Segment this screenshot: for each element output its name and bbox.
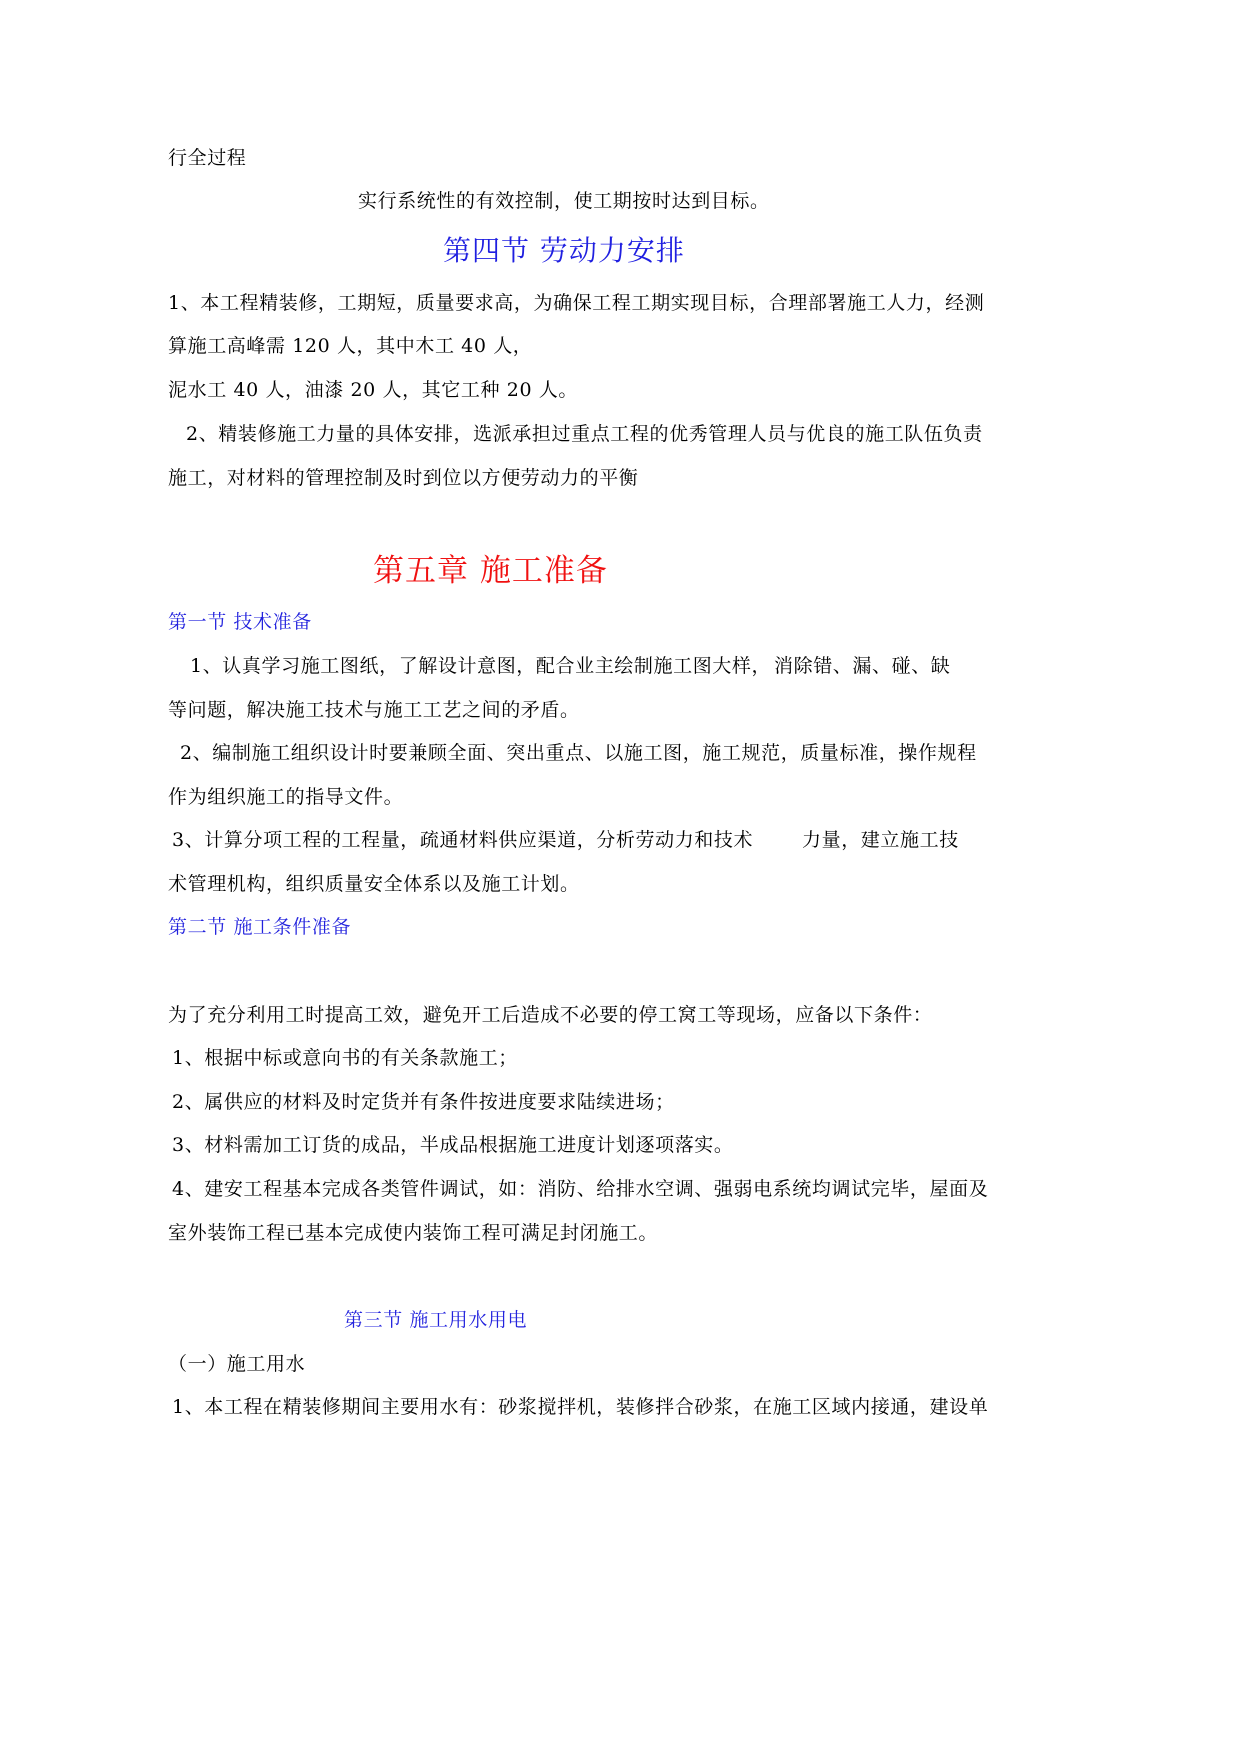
section-5-1-heading: 第一节 技术准备 <box>168 611 312 633</box>
tech-prep-item-1-line-2: 等问题，解决施工技术与施工工艺之间的矛盾。 <box>168 699 580 721</box>
conditions-item-4-line-2: 室外装饰工程已基本完成使内装饰工程可满足封闭施工。 <box>168 1222 659 1244</box>
intro-text-line: 实行系统性的有效控制，使工期按时达到目标。 <box>358 190 770 212</box>
tech-prep-item-1-line-1b: 消除错、漏、碰、缺 <box>774 655 951 677</box>
water-subsection-heading: （一）施工用水 <box>168 1353 306 1375</box>
section-4-heading: 第四节 劳动力安排 <box>443 234 685 267</box>
tech-prep-item-1-line-1a: 1、认真学习施工图纸，了解设计意图，配合业主绘制施工图大样， <box>190 655 772 677</box>
section-5-3-heading: 第三节 施工用水用电 <box>344 1309 528 1331</box>
section-4-paragraph-1-line-3: 泥水工 40 人，油漆 20 人，其它工种 20 人。 <box>168 379 578 401</box>
tech-prep-item-2-line-1: 2、编制施工组织设计时要兼顾全面、突出重点、以施工图，施工规范，质量标准，操作规程 <box>180 742 977 764</box>
section-5-2-heading: 第二节 施工条件准备 <box>168 916 352 938</box>
section-4-paragraph-1-line-2: 算施工高峰需 120 人，其中木工 40 人， <box>168 335 533 357</box>
chapter-5-heading: 第五章 施工准备 <box>373 553 608 589</box>
conditions-item-4-line-1: 4、建安工程基本完成各类管件调试，如：消防、给排水空调、强弱电系统均调试完毕，屋面及 <box>172 1178 989 1200</box>
section-4-paragraph-2-line-2: 施工，对材料的管理控制及时到位以方便劳动力的平衡 <box>168 467 639 489</box>
tech-prep-item-3-line-2: 术管理机构，组织质量安全体系以及施工计划。 <box>168 873 580 895</box>
tech-prep-item-3-line-1a: 3、计算分项工程的工程量，疏通材料供应渠道，分析劳动力和技术 <box>172 829 754 851</box>
conditions-item-1: 1、根据中标或意向书的有关条款施工； <box>172 1047 518 1069</box>
tech-prep-item-2-line-2: 作为组织施工的指导文件。 <box>168 786 404 808</box>
section-4-paragraph-2-line-1: 2、精装修施工力量的具体安排，选派承担过重点工程的优秀管理人员与优良的施工队伍负责 <box>186 423 983 445</box>
continued-text-line: 行全过程 <box>168 147 247 169</box>
conditions-item-3: 3、材料需加工订货的成品，半成品根据施工进度计划逐项落实。 <box>172 1134 734 1156</box>
section-4-paragraph-1-line-1: 1、本工程精装修，工期短，质量要求高，为确保工程工期实现目标，合理部署施工人力，经测 <box>168 292 985 314</box>
conditions-intro: 为了充分利用工时提高工效，避免开工后造成不必要的停工窝工等现场，应备以下条件： <box>168 1004 933 1026</box>
water-item-1-line-1: 1、本工程在精装修期间主要用水有：砂浆搅拌机，装修拌合砂浆，在施工区域内接通，建设单 <box>172 1396 989 1418</box>
conditions-item-2: 2、属供应的材料及时定货并有条件按进度要求陆续进场； <box>172 1091 675 1113</box>
tech-prep-item-3-line-1b: 力量，建立施工技 <box>802 829 959 851</box>
